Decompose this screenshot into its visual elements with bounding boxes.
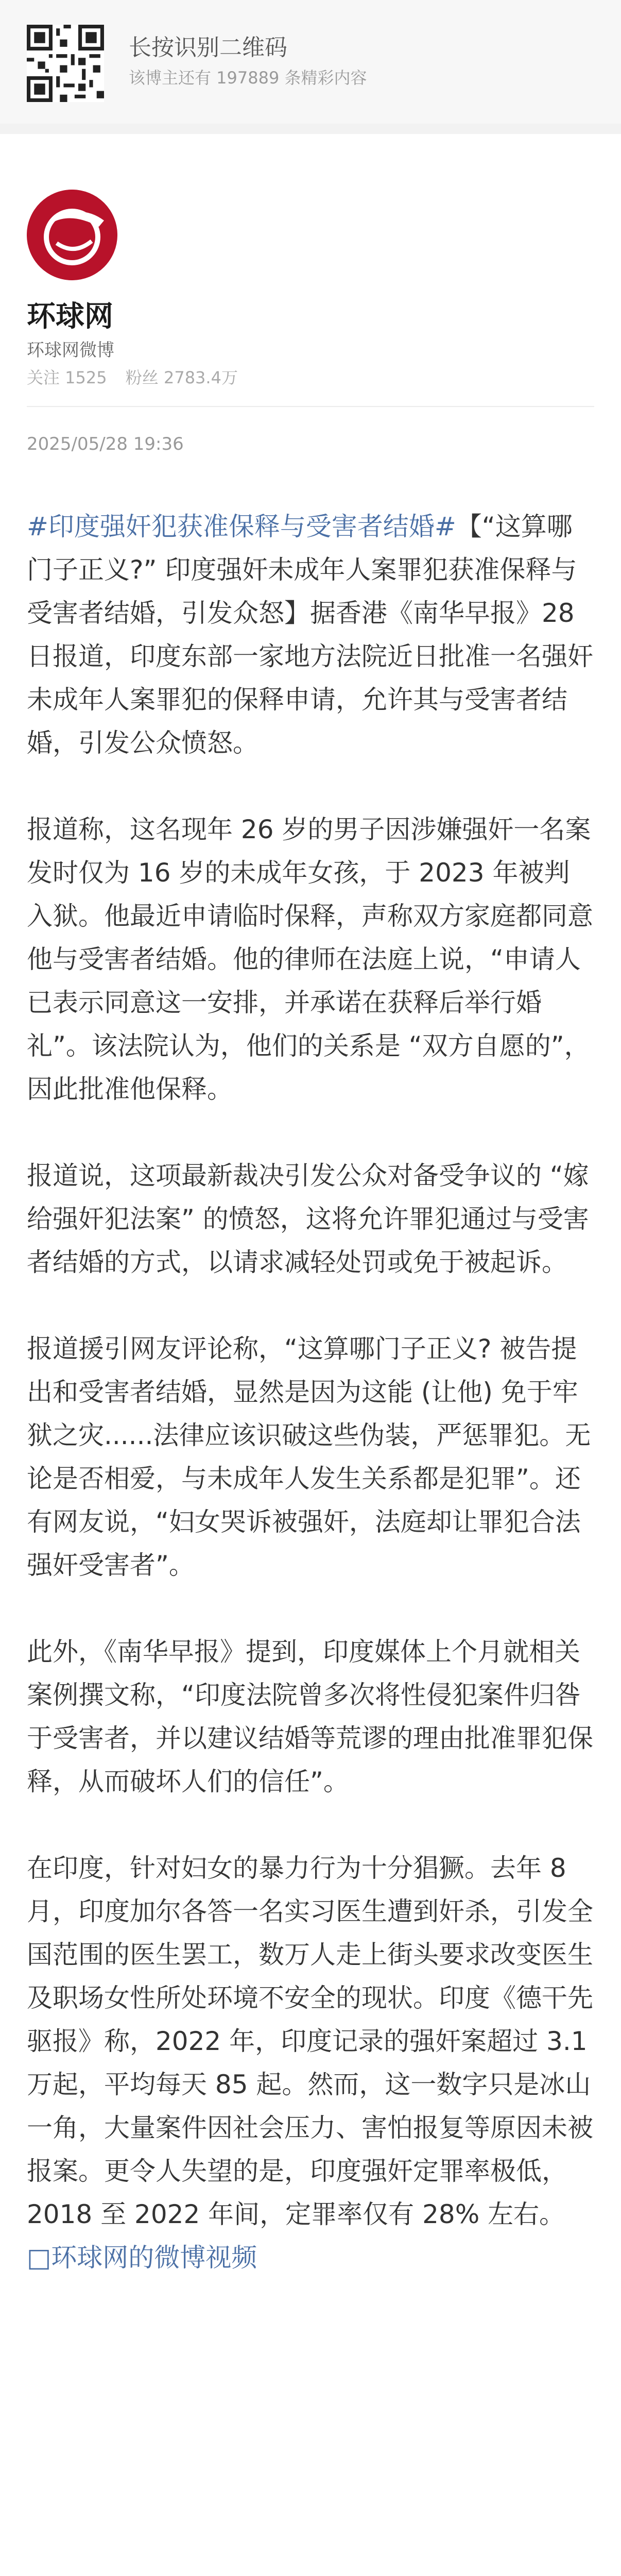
fans-count: 粉丝 2783.4万 (125, 368, 238, 387)
paragraph-4: 报道援引网友评论称，“这算哪门子正义? 被告提出和受害者结婚，显然是因为这能 (让他) 免于牢狱之灾......法律应该识破这些伪装，严惩罪犯。无论是否相爱，与未成年人发生关系都是犯罪”。还有网友说，“妇女哭诉被强奸，法庭却让罪犯合法强奸受害者”。 (27, 1334, 591, 1580)
paragraph-6-text: 在印度，针对妇女的暴力行为十分猖獗。去年 8 月，印度加尔各答一名实习医生遭到奸杀，引发全国范围的医生罢工，数万人走上街头要求改变医生及职场女性所处环境不安全的现状。印度《德干先驱报》称，2022 年，印度记录的强奸案超过 3.1 万起，平均每天 85 起。然而，这一数字只是冰山一角，大量案件因社会压力、害怕报复等原因未被报案。更令人失望的是，印度强奸定罪率极低，2018 至 2022 年间，定罪率仅有 28% 左右。 (27, 1853, 593, 2229)
paragraph-3: 报道说，这项最新裁决引发公众对备受争议的 “嫁给强奸犯法案” 的愤怒，这将允许罪犯通过与受害者结婚的方式，以请求减轻处罚或免于被起诉。 (27, 1161, 589, 1277)
video-link[interactable]: □环球网的微博视频 (27, 2243, 257, 2273)
hashtag-link[interactable]: #印度强奸犯获准保释与受害者结婚# (27, 512, 456, 541)
follow-count: 关注 1525 (27, 368, 107, 387)
paragraph-2: 报道称，这名现年 26 岁的男子因涉嫌强奸一名案发时仅为 16 岁的未成年女孩，于 2023 年被判入狱。他最近申请临时保释，声称双方家庭都同意他与受害者结婚。他的律师在法庭上说，“申请人已表示同意这一安排，并承诺在获释后举行婚礼”。该法院认为，他们的关系是 “双方自愿的”，因此批准他保释。 (27, 815, 593, 1104)
qr-code-icon[interactable] (27, 25, 104, 102)
divider (27, 406, 594, 407)
paragraph-1-text: 【“这算哪门子正义?” 印度强奸未成年人案罪犯获准保释与受害者结婚，引发众怒】据香港《南华早报》28日报道，印度东部一家地方法院近日批准一名强奸未成年人案罪犯的保释申请，允许其与受害者结婚，引发公众愤怒。 (27, 512, 593, 758)
article-body (27, 505, 594, 2323)
paragraph-5: 此外，《南华早报》提到，印度媒体上个月就相关案例撰文称，“印度法院曾多次将性侵犯案件归咎于受害者，并以建议结婚等荒谬的理由批准罪犯保释，从而破坏人们的信任”。 (27, 1637, 593, 1797)
top-banner (0, 0, 621, 124)
account-name[interactable]: 环球网 (27, 300, 113, 333)
account-stats (27, 365, 251, 388)
paragraph-1 (27, 505, 594, 765)
banner-subtitle: 该博主还有 197889 条精彩内容 (129, 68, 367, 88)
post-timestamp: 2025/05/28 19:36 (27, 434, 184, 454)
paragraph-6 (27, 1846, 594, 2279)
profile-card (0, 134, 621, 474)
account-description: 环球网微博 (27, 340, 114, 361)
banner-title: 长按识别二维码 (129, 35, 287, 61)
globe-logo-icon (27, 190, 117, 280)
avatar[interactable] (27, 190, 117, 280)
